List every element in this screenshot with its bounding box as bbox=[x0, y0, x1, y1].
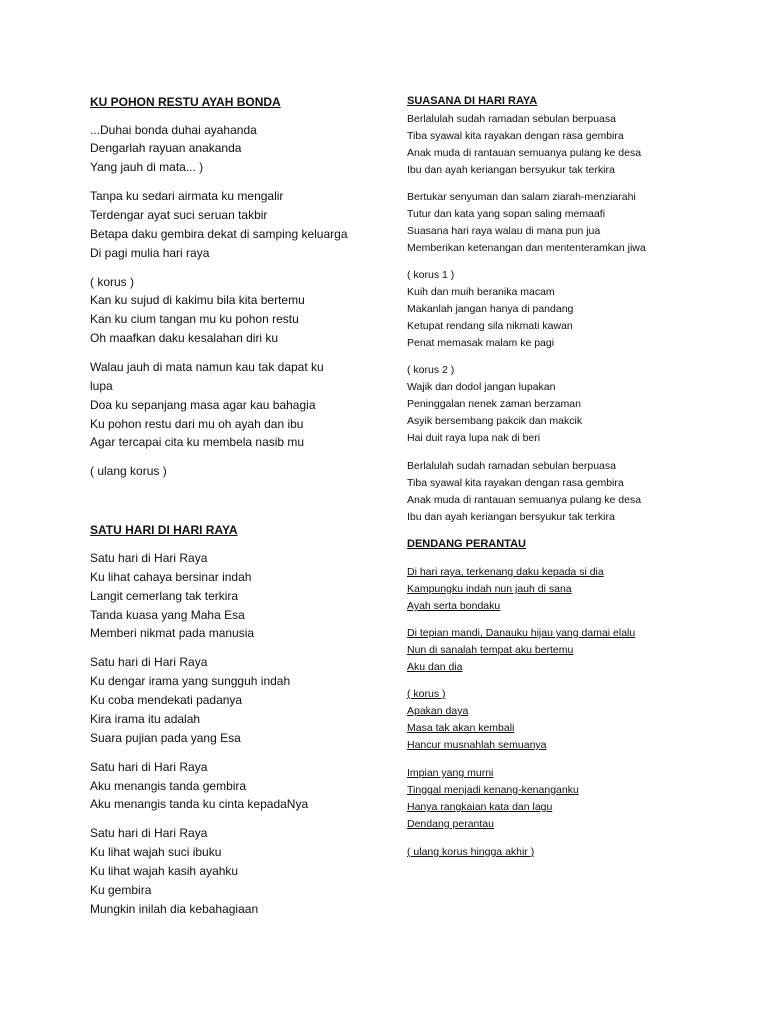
lyric-line: Satu hari di Hari Raya bbox=[90, 551, 208, 565]
lyric-line: Dengarlah rayuan anakanda bbox=[90, 141, 242, 155]
lyric-line: Wajik dan dodol jangan lupakan bbox=[407, 381, 556, 393]
lyric-line: Kampungku indah nun jauh di sana bbox=[407, 583, 572, 595]
lyric-line: Kan ku sujud di kakimu bila kita bertemu bbox=[90, 293, 305, 307]
lyric-line: Ku coba mendekati padanya bbox=[90, 693, 243, 707]
lyric-line: Tiba syawal kita rayakan dengan rasa gembira bbox=[407, 477, 624, 489]
lyric-line: Agar tercapai cita ku membela nasib mu bbox=[90, 435, 305, 449]
lyric-line: Berlalulah sudah ramadan sebulan berpuasa bbox=[407, 113, 616, 125]
lyric-line: Tinggal menjadi kenang-kenanganku bbox=[407, 784, 579, 796]
song-title: SATU HARI DI HARI RAYA bbox=[90, 523, 238, 537]
chorus-marker: ( korus 2 ) bbox=[407, 364, 455, 376]
lyric-line: Kan ku cium tangan mu ku pohon restu bbox=[90, 312, 299, 326]
lyric-line: Tutur dan kata yang sopan saling memaafi bbox=[407, 208, 606, 220]
lyric-line: Suasana hari raya walau di mana pun jua bbox=[407, 225, 601, 237]
lyric-line: Anak muda di rantauan semuanya pulang ke desa bbox=[407, 147, 642, 159]
lyric-line: Bertukar senyuman dan salam ziarah-menziarahi bbox=[407, 191, 636, 203]
lyric-line: Makanlah jangan hanya di pandang bbox=[407, 303, 574, 315]
lyric-line: Asyik bersembang pakcik dan makcik bbox=[407, 415, 583, 427]
lyric-line: Di hari raya, terkenang daku kepada si dia bbox=[407, 566, 604, 578]
lyric-line: Langit cemerlang tak terkira bbox=[90, 589, 239, 603]
lyric-line: Aku menangis tanda ku cinta kepadaNya bbox=[90, 797, 309, 811]
lyric-line: Hai duit raya lupa nak di beri bbox=[407, 432, 541, 444]
chorus-marker: ( korus ) bbox=[90, 275, 135, 289]
song-title: KU POHON RESTU AYAH BONDA bbox=[90, 95, 281, 109]
lyric-line: Impian yang murni bbox=[407, 767, 494, 779]
lyric-line: Aku dan dia bbox=[407, 661, 463, 673]
lyric-line: Masa tak akan kembali bbox=[407, 722, 515, 734]
lyric-line: Terdengar ayat suci seruan takbir bbox=[90, 208, 268, 222]
lyric-line: Apakan daya bbox=[407, 705, 469, 717]
lyric-line: Yang jauh di mata... ) bbox=[90, 160, 204, 174]
lyric-line: Ku lihat wajah suci ibuku bbox=[90, 845, 222, 859]
lyric-line: Dendang perantau bbox=[407, 818, 494, 830]
lyric-line: Ayah serta bondaku bbox=[407, 600, 501, 612]
lyric-line: Kira irama itu adalah bbox=[90, 712, 201, 726]
lyric-line: Ibu dan ayah keriangan bersyukur tak terkira bbox=[407, 511, 615, 523]
lyric-line: Aku menangis tanda gembira bbox=[90, 779, 247, 793]
song-title: DENDANG PERANTAU bbox=[407, 538, 526, 550]
lyric-line: Di tepian mandi, Danauku hijau yang damai elalu bbox=[407, 627, 636, 639]
lyric-line: Ketupat rendang sila nikmati kawan bbox=[407, 320, 573, 332]
lyric-line: lupa bbox=[90, 379, 113, 393]
lyric-line: Memberi nikmat pada manusia bbox=[90, 626, 255, 640]
lyric-line: Peninggalan nenek zaman berzaman bbox=[407, 398, 581, 410]
lyric-line: Di pagi mulia hari raya bbox=[90, 246, 210, 260]
lyric-line: Satu hari di Hari Raya bbox=[90, 655, 208, 669]
lyric-line: Tiba syawal kita rayakan dengan rasa gembira bbox=[407, 130, 624, 142]
lyric-line: ...Duhai bonda duhai ayahanda bbox=[90, 123, 257, 137]
lyric-line: Ibu dan ayah keriangan bersyukur tak terkira bbox=[407, 164, 615, 176]
song-title: SUASANA DI HARI RAYA bbox=[407, 95, 538, 107]
lyric-line: Berlalulah sudah ramadan sebulan berpuasa bbox=[407, 460, 616, 472]
lyric-line: Ku dengar irama yang sungguh indah bbox=[90, 674, 291, 688]
lyric-line: Tanda kuasa yang Maha Esa bbox=[90, 608, 245, 622]
lyric-line: Ku gembira bbox=[90, 883, 152, 897]
lyric-line: Suara pujian pada yang Esa bbox=[90, 731, 241, 745]
lyric-line: Doa ku sepanjang masa agar kau bahagia bbox=[90, 398, 316, 412]
lyric-line: Ku pohon restu dari mu oh ayah dan ibu bbox=[90, 417, 304, 431]
lyric-line: Ku lihat cahaya bersinar indah bbox=[90, 570, 252, 584]
lyric-line: Ku lihat wajah kasih ayahku bbox=[90, 864, 239, 878]
lyric-line: Memberikan ketenangan dan mententeramkan jiwa bbox=[407, 242, 646, 254]
chorus-marker: ( korus 1 ) bbox=[407, 269, 455, 281]
lyric-line: Anak muda di rantauan semuanya pulang ke desa bbox=[407, 494, 642, 506]
repeat-chorus-marker: ( ulang korus ) bbox=[90, 464, 167, 478]
lyric-line: Nun di sanalah tempat aku bertemu bbox=[407, 644, 574, 656]
lyric-line: Oh maafkan daku kesalahan diri ku bbox=[90, 331, 279, 345]
lyric-line: Betapa daku gembira dekat di samping keluarga bbox=[90, 227, 348, 241]
lyric-line: Satu hari di Hari Raya bbox=[90, 760, 208, 774]
lyric-line: Walau jauh di mata namun kau tak dapat ku bbox=[90, 360, 324, 374]
chorus-marker: ( korus ) bbox=[407, 688, 446, 700]
lyric-line: Hancur musnahlah semuanya bbox=[407, 739, 547, 751]
lyric-line: Penat memasak malam ke pagi bbox=[407, 337, 555, 349]
lyric-line: Mungkin inilah dia kebahagiaan bbox=[90, 902, 259, 916]
repeat-chorus-marker: ( ulang korus hingga akhir ) bbox=[407, 846, 535, 858]
lyric-line: Hanya rangkaian kata dan lagu bbox=[407, 801, 553, 813]
lyric-line: Tanpa ku sedari airmata ku mengalir bbox=[90, 189, 284, 203]
lyric-line: Satu hari di Hari Raya bbox=[90, 826, 208, 840]
lyric-line: Kuih dan muih beranika macam bbox=[407, 286, 555, 298]
